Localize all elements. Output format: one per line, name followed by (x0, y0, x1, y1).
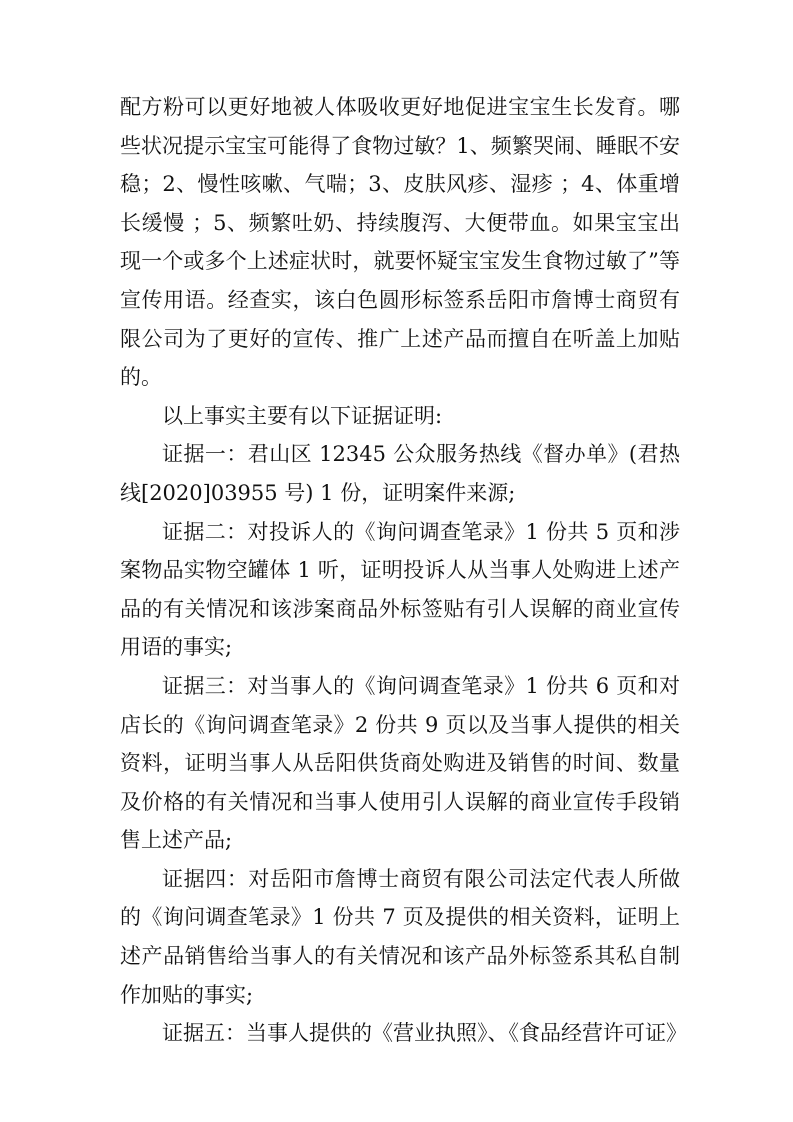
paragraph-evidence-intro: 以上事实主要有以下证据证明: (162, 403, 443, 428)
paragraph-evidence-2: 证据二：对投诉人的《询问调查笔录》1 份共 5 页和涉案物品实物空罐体 1 听，证明投诉人从当事人处购进上述产品的有关情况和该涉案商品外标签贴有引人误解的商业宣传用语的事实; (120, 519, 680, 660)
document-body (120, 88, 687, 1053)
paragraph-evidence-1: 证据一：君山区 12345 公众服务热线《督办单》(君热线[2020]03955 号) 1 份，证明案件来源; (120, 442, 680, 505)
paragraph-evidence-3: 证据三：对当事人的《询问调查笔录》1 份共 6 页和对店长的《询问调查笔录》2 份共 9 页以及当事人提供的相关资料，证明当事人从岳阳供货商处购进及销售的时间、数量及价格的有关情况和当事人使用引人误解的商业宣传手段销售上述产品; (120, 673, 680, 853)
paragraph-evidence-4: 证据四：对岳阳市詹博士商贸有限公司法定代表人所做的《询问调查笔录》1 份共 7 页及提供的相关资料，证明上述产品销售给当事人的有关情况和该产品外标签系其私自制作加贴的事实; (120, 866, 680, 1007)
paragraph-evidence-5: 证据五：当事人提供的《营业执照》、《食品经营许可证》 (162, 1021, 687, 1046)
paragraph-symptoms-and-finding: 配方粉可以更好地被人体吸收更好地促进宝宝生长发育。哪些状况提示宝宝可能得了食物过敏？1、频繁哭闹、睡眠不安稳；2、慢性咳嗽、气喘；3、皮肤风疹、湿疹 ；4、体重增长缓慢 ；5、频繁吐奶、持续腹泻、大便带血。如果宝宝出现一个或多个上述症状时，就要怀疑宝宝发生食物过敏了”等宣传用语。经查实，该白色圆形标签系岳阳市詹博士商贸有限公司为了更好的宣传、推广上述产品而擅自在听盖上加贴的。 (120, 95, 680, 390)
